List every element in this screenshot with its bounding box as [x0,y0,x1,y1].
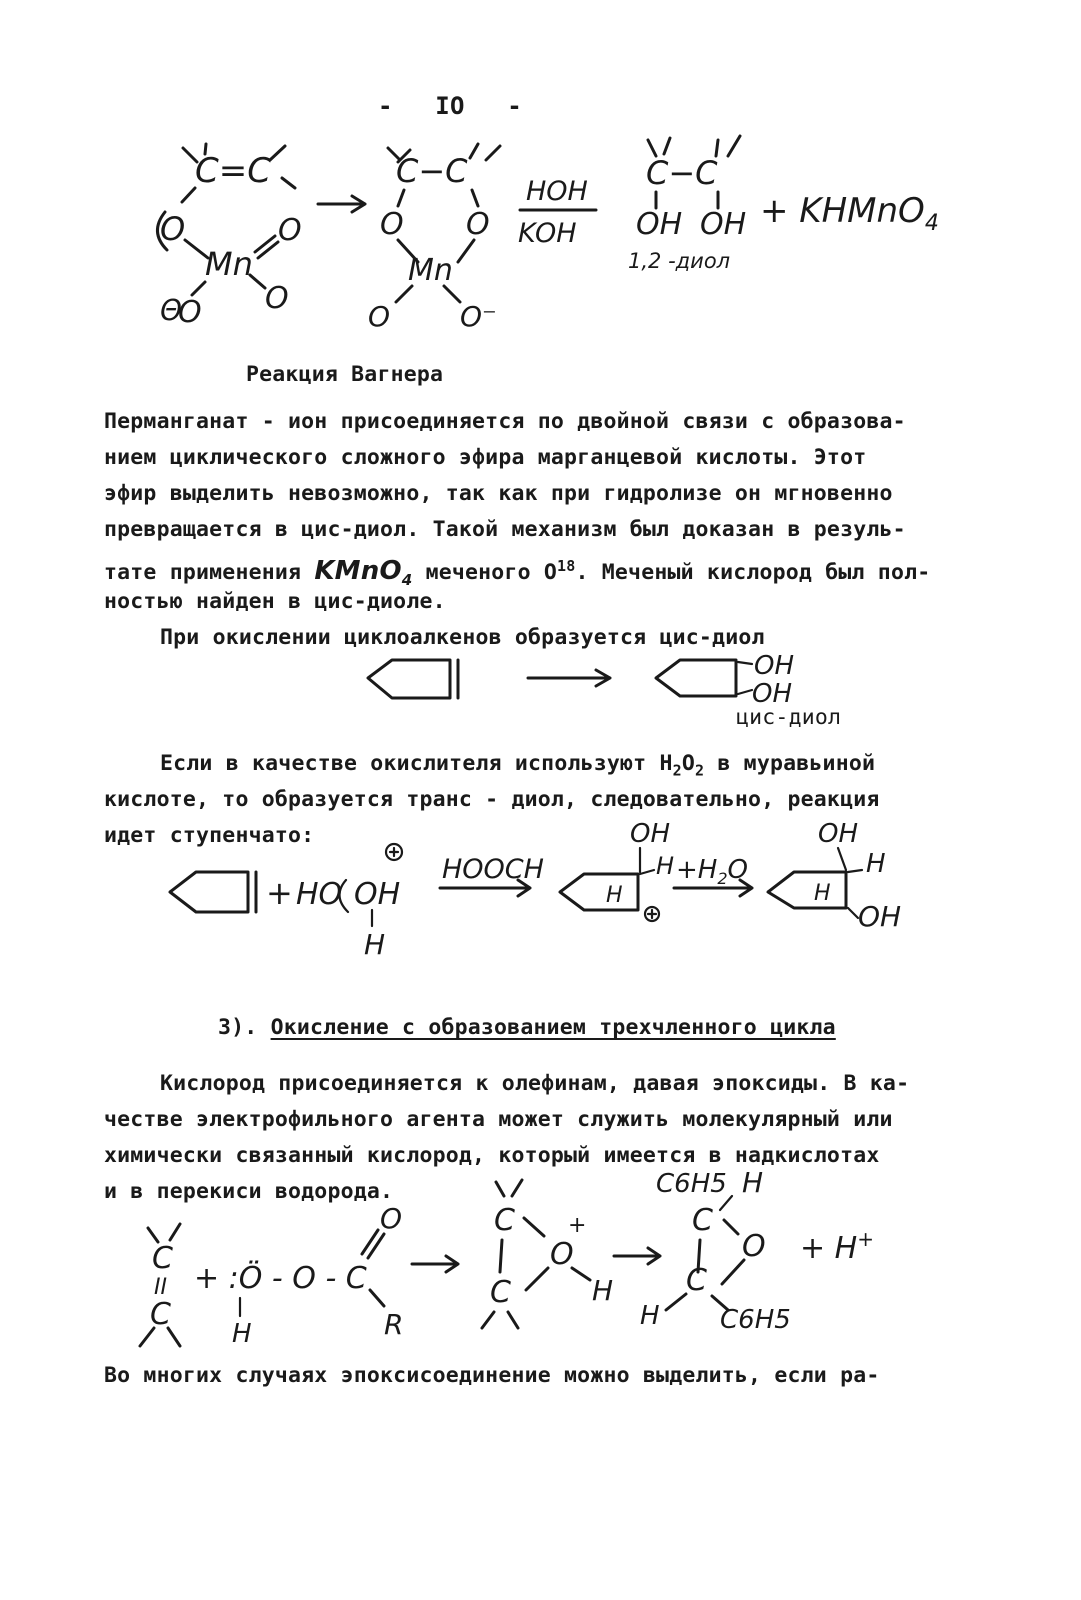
para4-line1: Кислород присоединяется к олефинам, давая эпоксиды. В ка- [160,1071,910,1096]
byproduct [760,191,939,236]
svg-text:+ KHMnO4: + KHMnO$_4$ [760,191,939,236]
svg-text:C: C [490,1275,511,1310]
svg-text:C: C [150,1297,171,1332]
arrow-4 [412,1256,458,1272]
oh-top-2: OH [818,819,859,849]
svg-text:H: H [592,1274,614,1307]
epoxidation-scheme [0,1160,1081,1360]
cyclopentene [368,660,458,698]
svg-text:+: + [568,1213,587,1238]
epoxide-intermediate [482,1180,613,1328]
svg-text:C−C: C−C [646,154,718,192]
svg-text:C: C [152,1241,173,1276]
oh-bottom: OH [858,900,902,933]
section-heading: 3). Окисление с образованием трехчленного цикла [218,1015,836,1040]
wagner-scheme [0,130,1081,370]
svg-text:C=C: C=C [195,151,271,191]
diol-label: 1,2 -диол [628,249,731,273]
para2: При окислении циклоалкенов образуется цис-диол [160,625,765,650]
svg-text:O: O [380,1202,403,1235]
svg-text:C: C [692,1203,713,1238]
svg-text:Θ: Θ [160,294,183,327]
trans-diol-scheme [0,819,1081,961]
epoxide-product [640,1166,874,1335]
svg-text:O: O [550,1237,574,1272]
svg-text:C6H5: C6H5 [720,1305,791,1335]
svg-text:C−C: C−C [396,152,468,190]
svg-text:R: R [384,1308,404,1341]
cyclic-ester-intermediate [368,144,500,333]
svg-text:O: O [742,1229,766,1264]
svg-text:H: H [742,1166,764,1199]
cis-diol-label: цис-диол [736,705,842,730]
reagent-bottom: KOH [518,218,577,249]
svg-text:+ H+: + H+ [800,1227,874,1266]
para3-line2: кислоте, то образуется транс - диол, следовательно, реакция [104,787,880,812]
acid-h: H [364,928,386,961]
oh-top-1: OH [630,819,671,849]
svg-text:+ :Ö - O - C: + :Ö - O - C [194,1261,367,1296]
svg-text:Mn: Mn [408,253,453,288]
page-number: - IO - [378,92,522,120]
svg-text:O: O [278,213,302,248]
para4-line4: и в перекиси водорода. [104,1179,394,1204]
svg-text:OH: OH [636,207,683,242]
svg-text:O: O [368,300,391,333]
peracid [194,1202,403,1349]
diol-product [628,136,746,273]
para5: Во многих случаях эпоксисоединение можно выделить, если ра- [104,1363,880,1388]
h-2: H [866,849,886,879]
arrow-2 [528,670,610,686]
acid-ho: HO [296,877,343,912]
caption-wagner: Реакция Вагнера [246,362,444,387]
svg-text:O: O [265,281,289,316]
svg-text:OH: OH [700,207,747,242]
svg-text:Mn: Mn [205,245,253,283]
para3-line1: Если в качестве окислителя используют $H_2O_2$ в муравьиной [160,751,876,780]
svg-text:O: O [160,210,186,248]
svg-text:C: C [686,1263,707,1298]
para4-line3: химически связанный кислород, который имеется в надкислотах [104,1143,880,1168]
reagent-top: HOH [526,176,588,207]
h-1: H [656,852,675,880]
svg-text:C6H5: C6H5 [656,1169,727,1199]
manganate-ester-reactant [157,144,301,330]
oh-2: OH [752,679,793,709]
svg-text:H: H [232,1319,252,1349]
para1-line4: превращается в цис-диол. Такой механизм был доказан в резуль- [104,517,906,542]
para1-line1: Перманганат - ион присоединяется по двойной связи с образова- [104,409,906,434]
para3-line3: идет ступенчато: [104,823,315,848]
svg-text:C: C [494,1203,515,1238]
h-ring-2: H [814,881,831,906]
svg-text:O: O [178,295,202,330]
olefin [140,1224,180,1346]
para1-line5: тате применения KMnO$_4$ меченого $O^{18}$. Меченый кислород был пол- [104,556,931,590]
water: $+H_2O$ [676,855,748,888]
para1-line3: эфир выделить невозможно, так как при гидролизе он мгновенно [104,481,893,506]
arrow-5 [614,1248,660,1264]
cis-diol-scheme [0,650,1081,740]
acid-oh: OH [354,877,401,912]
oh-1: OH [754,651,795,681]
para1-line2: нием циклического сложного эфира марганцевой кислоты. Этот [104,445,867,470]
svg-text:O: O [380,207,404,242]
svg-text:H: H [640,1301,660,1331]
svg-text:O⁻: O⁻ [460,300,497,333]
plus-sign: + [266,874,293,912]
arrow-1 [318,196,365,212]
para1-line6: ностью найден в цис-диоле. [104,589,446,614]
svg-text:II: II [154,1275,167,1300]
cyclopentene-2 [170,872,256,912]
h-ring-1: H [606,883,623,908]
svg-text:O: O [466,207,490,242]
para4-line2: честве электрофильного агента может служить молекулярный или [104,1107,893,1132]
hydrolysis-reagents [518,176,596,249]
cyclopentane-diol [656,660,736,696]
reagent-hooch: HOOCH [442,854,544,885]
